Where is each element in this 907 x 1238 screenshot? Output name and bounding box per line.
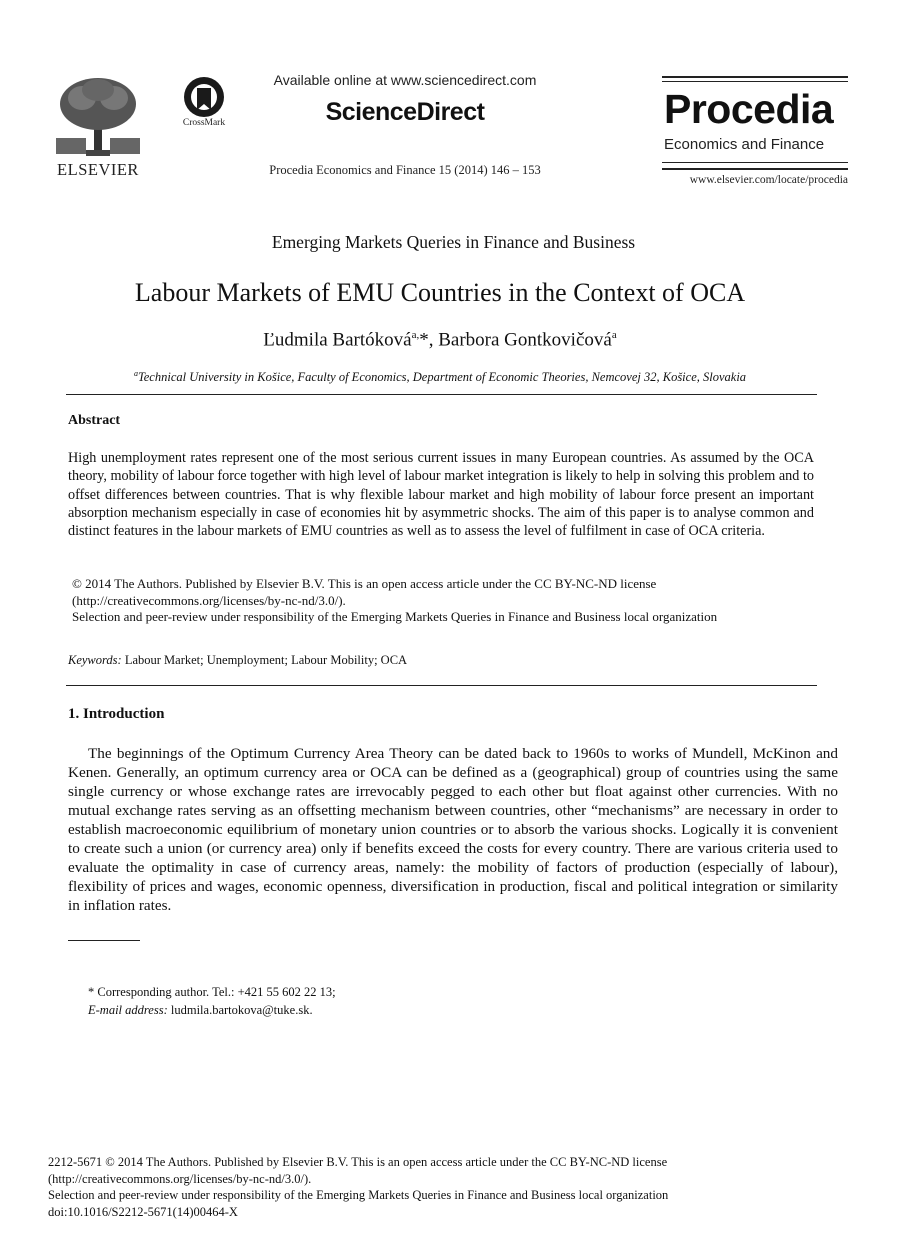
author-2-affiliation-mark: a <box>611 329 617 341</box>
email-label: E-mail address: <box>88 1003 168 1017</box>
license-link[interactable]: (http://creativecommons.org/licenses/by-nc-nd/3.0/). <box>72 592 346 608</box>
license-line-1: © 2014 The Authors. Published by Elsevier B.V. This is an open access article under the CC BY-NC-ND license <box>72 576 657 591</box>
procedia-rule-bottom-thin <box>662 162 848 163</box>
email-line <box>88 1001 336 1019</box>
procedia-logo <box>662 76 848 194</box>
crossmark-label: CrossMark <box>182 118 226 128</box>
corresponding-author-note: * Corresponding author. Tel.: +421 55 602 22 13; <box>88 985 336 999</box>
introduction-paragraph: The beginnings of the Optimum Currency Area Theory can be dated back to 1960s to works of Mundell, McKinon and Kenen. Generally, an optimum currency area or OCA can be defined as a (geographical) group of countries using the same single currency or whose exchange rates are irrevocably pegged to each other but float against other currencies. With no mutual exchange rates serving as an offsetting mechanism between countries, other “mechanisms” are necessary in order to establish macroeconomic equilibrium of monetary union countries or to absorb the various shocks. Logically it is convenient to create such a union (or currency area) only if benefits exceed the costs for every country. There are various criteria used to evaluate the optimality in case of currency areas, namely: the mobility of factors of production (especially of labour), flexibility of prices and wages, economic openness, diversification in production, fiscal and political integration or similarity in inflation rates. <box>68 745 838 914</box>
conference-name: Emerging Markets Queries in Finance and Business <box>271 232 636 252</box>
author-1-affiliation-mark: a, <box>411 329 420 341</box>
footnote-rule <box>68 940 140 941</box>
procedia-rule-bottom <box>662 168 848 170</box>
sciencedirect-logo: ScienceDirect <box>325 98 485 126</box>
journal-citation: Procedia Economics and Finance 15 (2014) 146 – 153 <box>269 163 541 177</box>
footer-issn-license: 2212-5671 © 2014 The Authors. Published by Elsevier B.V. This is an open access article under the CC BY-NC-ND license <box>48 1155 668 1169</box>
author-list <box>0 329 880 351</box>
author-2: Barbora Gontkovičová <box>438 329 612 351</box>
keywords <box>68 653 407 668</box>
procedia-name: Procedia <box>664 86 834 132</box>
affiliation-text: Technical University in Košice, Faculty of Economics, Department of Economic Theories, Nemcovej 32, Košice, Slovakia <box>137 370 747 385</box>
keywords-list: Labour Market; Unemployment; Labour Mobility; OCA <box>124 653 408 667</box>
email-address[interactable]: ludmila.bartokova@tuke.sk. <box>170 1003 313 1017</box>
procedia-url[interactable]: www.elsevier.com/locate/procedia <box>689 174 848 186</box>
available-online-text: Available online at www.sciencedirect.com <box>273 72 537 88</box>
footnote <box>88 983 336 1019</box>
license-line-3: Selection and peer-review under responsibility of the Emerging Markets Queries in Finance and Business local organization <box>72 609 718 624</box>
procedia-rule-top-thin <box>662 81 848 82</box>
keywords-label: Keywords: <box>68 653 122 667</box>
procedia-subtitle: Economics and Finance <box>664 136 825 153</box>
crossmark-badge[interactable] <box>172 76 236 132</box>
author-separator: , <box>428 329 439 351</box>
elsevier-wordmark: ELSEVIER <box>57 160 139 179</box>
author-1: Ľudmila Bartóková <box>263 329 412 351</box>
elsevier-logo <box>52 76 144 179</box>
footer-doi[interactable]: doi:10.1016/S2212-5671(14)00464-X <box>48 1204 238 1219</box>
affiliation <box>0 369 880 385</box>
footer-license-link[interactable]: (http://creativecommons.org/licenses/by-nc-nd/3.0/). <box>48 1171 312 1186</box>
abstract-heading: Abstract <box>68 413 121 428</box>
elsevier-tree-icon <box>52 76 144 158</box>
affiliation-mark: a <box>133 369 138 378</box>
license-block <box>72 576 817 626</box>
abstract-text: High unemployment rates represent one of the most serious current issues in many European countries. As assumed by the OCA theory, mobility of labour force together with high level of labour market integration is likely to help in solving this problem and to offset differences between countries. That is why flexible labour market and high mobility of labour force present an important absorption mechanism especially in case of economies hit by asymmetric shocks. The aim of this paper is to analyse common and distinct features in the labour markets of EMU countries as well as to assess the level of fulfilment in case of OCA criteria. <box>68 450 814 540</box>
article-title: Labour Markets of EMU Countries in the Context of OCA <box>134 278 746 307</box>
crossmark-icon <box>172 76 236 118</box>
divider-bottom <box>66 685 817 686</box>
divider-top <box>66 394 817 395</box>
corresponding-star: * <box>419 329 429 351</box>
section-heading-introduction: 1. Introduction <box>68 706 165 722</box>
procedia-rule-top <box>662 76 848 78</box>
page-footer <box>48 1154 748 1220</box>
footer-peer-review: Selection and peer-review under responsibility of the Emerging Markets Queries in Finance and Business local organization <box>48 1188 669 1202</box>
